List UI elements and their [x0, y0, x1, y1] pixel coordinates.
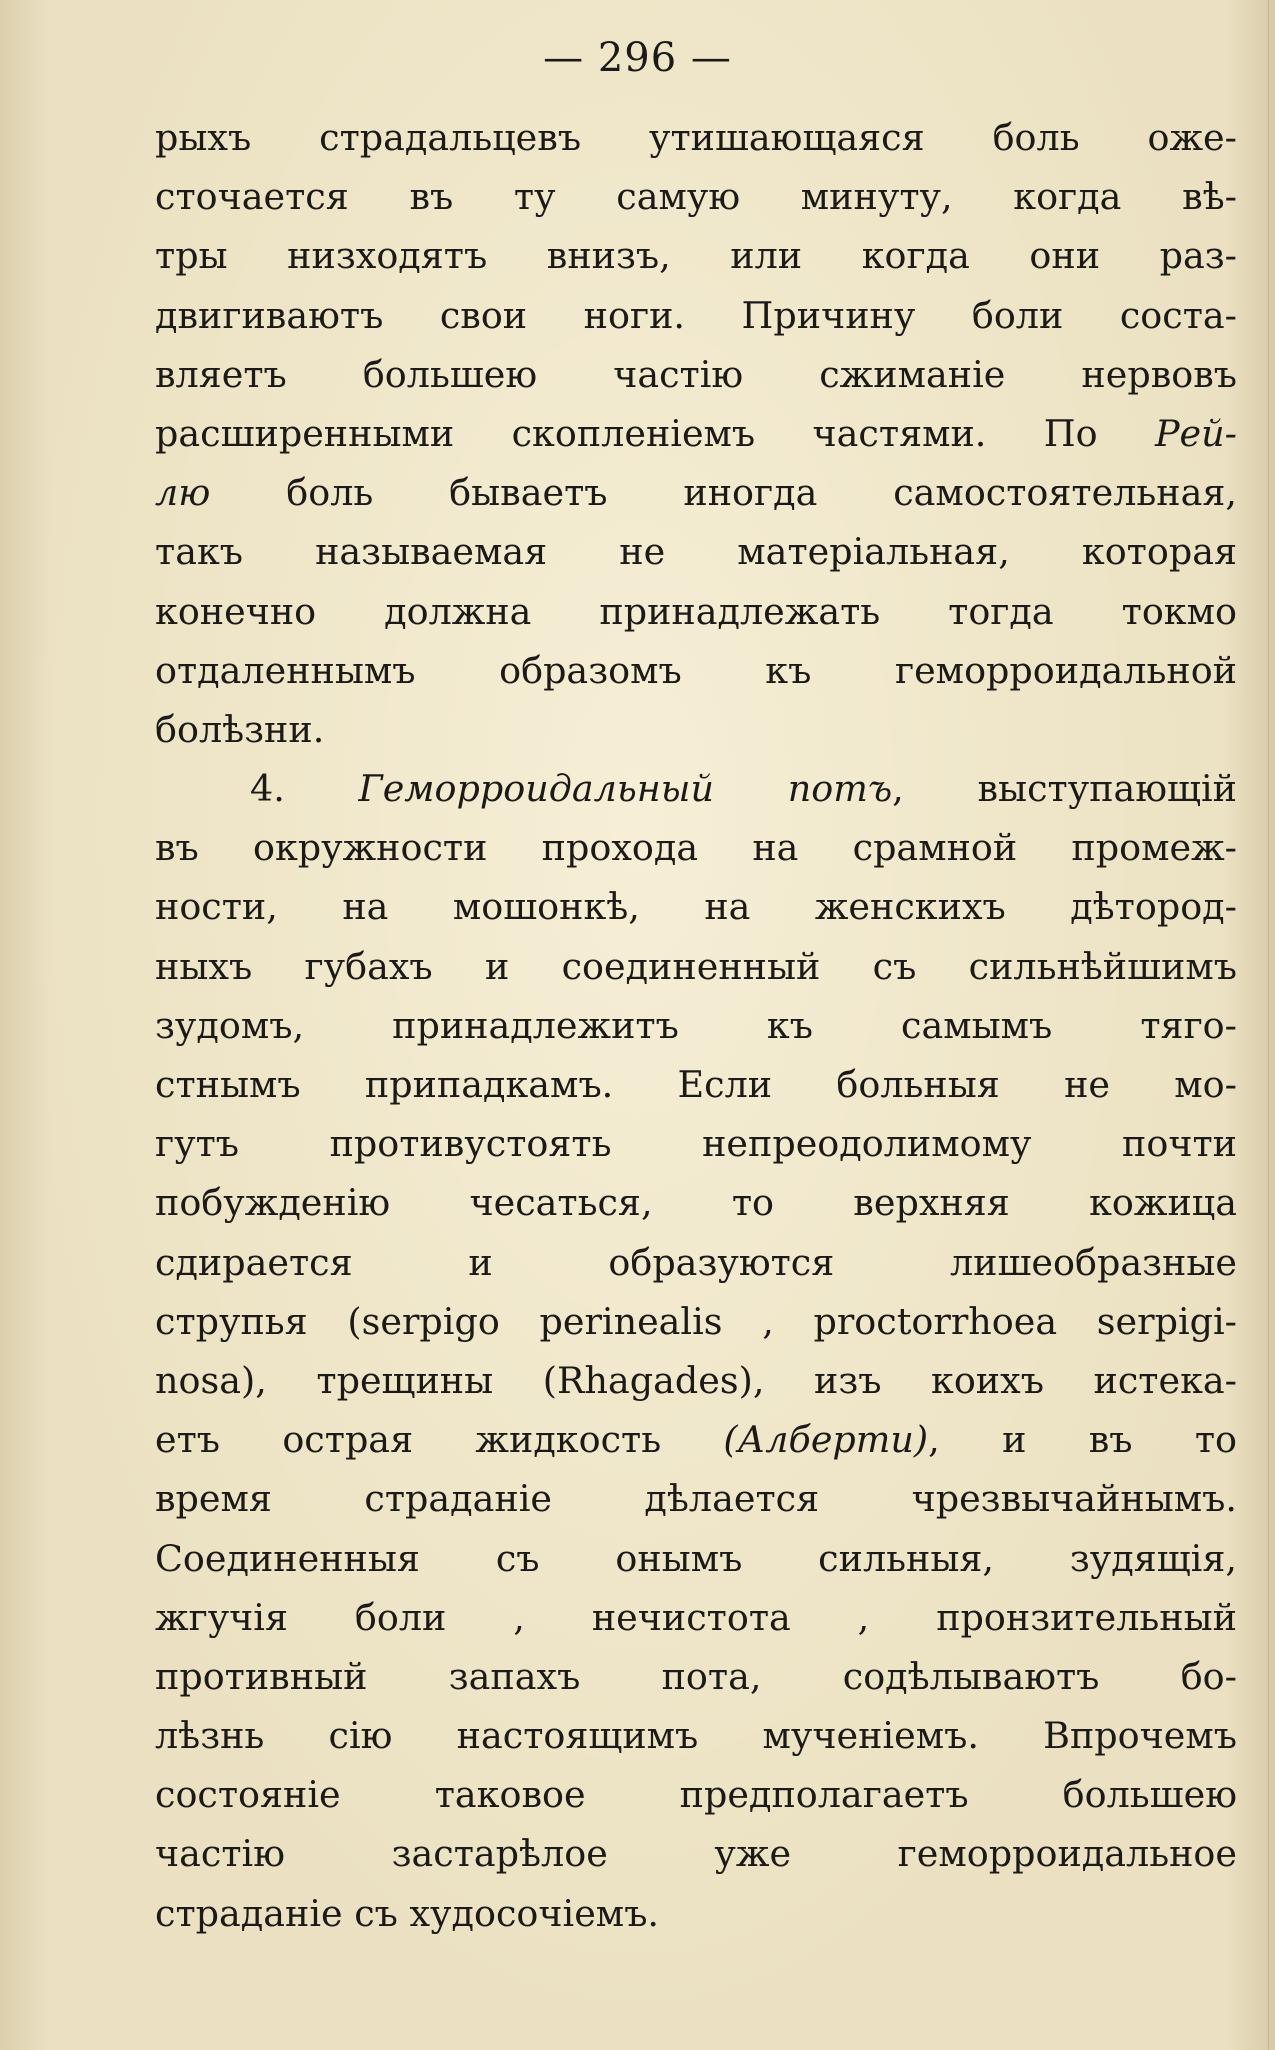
- text-line: конечно должна принадлежать тогда токмо: [155, 589, 1237, 633]
- text-line: гутъ противустоять непреодолимому почти: [155, 1122, 1237, 1166]
- text-line: вляетъ большею частію сжиманіе нервовъ: [155, 352, 1237, 396]
- text-line: частію застарѣлое уже геморроидальное: [155, 1832, 1237, 1876]
- text-line: сдирается и образуются лишеобразные: [155, 1240, 1237, 1284]
- italic-name: Рей-: [1154, 411, 1237, 455]
- text-line: время страданіе дѣлается чрезвычайнымъ.: [155, 1477, 1237, 1521]
- text-line: такъ называемая не матеріальная, которая: [155, 530, 1237, 574]
- section-heading-italic: Геморроидальный потъ: [358, 767, 893, 811]
- text-line: отдаленнымъ образомъ къ геморроидальной: [155, 648, 1237, 692]
- text-line: двигиваютъ свои ноги. Причину боли соста-: [155, 293, 1237, 337]
- text-line: противный запахъ пота, содѣлываютъ бо-: [155, 1654, 1237, 1698]
- text-line: ности, на мошонкѣ, на женскихъ дѣтород-: [155, 885, 1237, 929]
- text-line: Соединенныя съ онымъ сильныя, зудящія,: [155, 1536, 1237, 1580]
- text-line: сточается въ ту самую минуту, когда вѣ-: [155, 175, 1237, 219]
- text-line: лю боль бываетъ иногда самостоятельная,: [155, 471, 1237, 515]
- text-line: ныхъ губахъ и соединенный съ сильнѣйшимъ: [155, 944, 1237, 988]
- text-line: рыхъ страдальцевъ утишающаяся боль оже-: [155, 116, 1237, 159]
- text-line: болѣзни.: [155, 707, 325, 751]
- text-line: состояніе таковое предполагаетъ большею: [155, 1773, 1237, 1817]
- page-number: — 296 —: [543, 35, 732, 81]
- text-line: лѣзнь сію настоящимъ мученіемъ. Впрочемъ: [155, 1714, 1237, 1758]
- body-text: [155, 108, 1237, 1943]
- text-line: етъ острая жидкость (Алберти), и въ то: [155, 1418, 1237, 1462]
- paragraph-start-line: 4. Геморроидальный потъ, выступающій: [250, 767, 1237, 811]
- text-line: жгучія боли , нечистота , пронзительный: [155, 1595, 1237, 1639]
- text-line: стнымъ припадкамъ. Если больныя не мо-: [155, 1063, 1237, 1106]
- page-edge: [1268, 0, 1275, 2050]
- text-line: побужденію чесаться, то верхняя кожица: [155, 1181, 1237, 1225]
- text-line: въ окружности прохода на срамной промеж-: [155, 826, 1237, 870]
- text-line: расширенными скопленіемъ частями. По Рей-: [155, 411, 1237, 455]
- text-line: струпья (serpigo perinealis , proctorrhoea serpigi-: [155, 1299, 1237, 1343]
- text-line: страданіе съ худосочіемъ.: [155, 1891, 660, 1935]
- text-line: тры низходятъ внизъ, или когда они раз-: [155, 234, 1237, 278]
- text-line: nosa), трещины (Rhagades), изъ коихъ истека-: [155, 1358, 1237, 1402]
- italic-citation: (Алберти): [723, 1418, 929, 1462]
- text-line: зудомъ, принадлежитъ къ самымъ тяго-: [155, 1003, 1237, 1047]
- italic-name: лю: [155, 471, 211, 515]
